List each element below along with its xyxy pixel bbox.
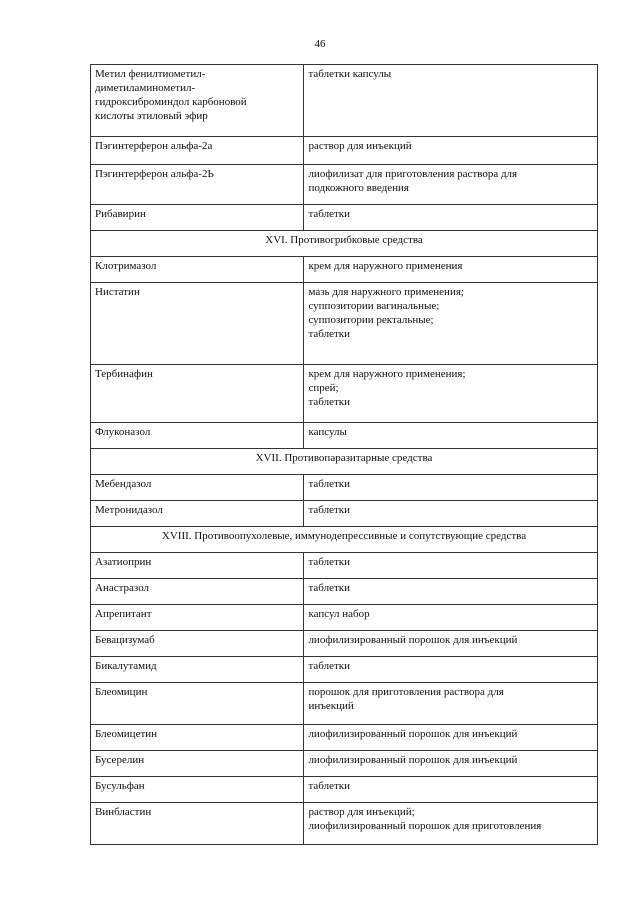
drug-name-line: Блеомицин [95,686,148,698]
dosage-form-line: раствор для инъекций [308,140,412,152]
dosage-form-cell [304,423,598,449]
dosage-form-cell [304,751,598,777]
drug-name-cell [91,423,304,449]
table-row [91,803,598,845]
drug-name-line: Тербинафин [95,368,153,380]
drug-name-cell [91,257,304,283]
drug-name-cell [91,165,304,205]
dosage-form-cell [304,657,598,683]
drug-name-cell [91,683,304,725]
drug-name-cell [91,605,304,631]
dosage-form-cell [304,803,598,845]
drug-name-cell [91,365,304,423]
dosage-form-cell [304,777,598,803]
table-row [91,683,598,725]
drug-name-line: Анастразол [95,582,150,594]
dosage-form-line: спрей; [308,382,339,394]
drug-name-line: Пэгинтерферон альфа-2Ь [95,168,214,180]
drug-name-line: кислоты этиловый эфир [95,110,208,122]
dosage-form-line: порошок для приготовления раствора для [308,686,504,698]
section-header-row [91,449,598,475]
table-row [91,165,598,205]
table-row [91,475,598,501]
dosage-form-cell [304,257,598,283]
dosage-form-line: раствор для инъекций; [308,806,415,818]
dosage-form-line: лиофилизат для приготовления раствора для [308,168,518,180]
drug-table [90,64,598,845]
dosage-form-line: крем для наружного применения; [308,368,466,380]
drug-name-line: Бусульфан [95,780,145,792]
drug-name-cell [91,725,304,751]
section-title: XVI. Противогрибковые средства [91,231,598,257]
drug-name-line: Клотримазол [95,260,157,272]
dosage-form-line: таблетки [308,208,350,220]
table-row [91,501,598,527]
table-row [91,423,598,449]
dosage-form-line: таблетки капсулы [308,68,392,80]
section-header-row [91,231,598,257]
dosage-form-cell [304,65,598,137]
drug-name-cell [91,631,304,657]
drug-name-line: гидроксиброминдол карбоновой [95,96,247,108]
dosage-form-line: лиофилизированный порошок для инъекций [308,728,518,740]
dosage-form-line: суппозитории вагинальные; [308,300,440,312]
dosage-form-cell [304,475,598,501]
table-body [91,65,598,845]
drug-name-cell [91,475,304,501]
dosage-form-cell [304,283,598,365]
section-header-row [91,527,598,553]
section-title: XVIII. Противоопухолевые, иммунодепрессивные и сопутствующие средства [91,527,598,553]
drug-name-line: Бикалутамид [95,660,157,672]
drug-name-line: диметиламинометил- [95,82,196,94]
dosage-form-line: крем для наружного применения [308,260,463,272]
drug-name-line: Винбластин [95,806,152,818]
drug-name-cell [91,205,304,231]
dosage-form-line: таблетки [308,504,350,516]
table-row [91,257,598,283]
dosage-form-cell [304,365,598,423]
drug-name-cell [91,751,304,777]
table-row [91,365,598,423]
drug-name-line: Метил фенилтиометил- [95,68,206,80]
drug-name-line: Бевацизумаб [95,634,155,646]
table-row [91,657,598,683]
table-row [91,205,598,231]
table-row [91,751,598,777]
page-number: 46 [314,38,326,50]
dosage-form-line: подкожного введения [308,182,409,194]
table-row [91,579,598,605]
table-row [91,631,598,657]
drug-name-line: Рибавирин [95,208,146,220]
dosage-form-cell [304,579,598,605]
drug-name-cell [91,777,304,803]
dosage-form-line: таблетки [308,660,350,672]
drug-name-cell [91,65,304,137]
dosage-form-cell [304,137,598,165]
drug-name-line: Нистатин [95,286,140,298]
dosage-form-line: мазь для наружного применения; [308,286,464,298]
dosage-form-line: таблетки [308,556,350,568]
table-row [91,553,598,579]
dosage-form-line: таблетки [308,780,350,792]
dosage-form-cell [304,553,598,579]
table-row [91,137,598,165]
dosage-form-line: инъекций [308,700,354,712]
table-row [91,605,598,631]
table-row [91,725,598,751]
drug-name-line: Флуконазол [95,426,151,438]
drug-name-line: Азатиоприн [95,556,152,568]
dosage-form-cell [304,725,598,751]
dosage-form-cell [304,501,598,527]
drug-name-cell [91,657,304,683]
drug-name-cell [91,501,304,527]
table-row [91,65,598,137]
table-row [91,777,598,803]
dosage-form-cell [304,165,598,205]
drug-name-line: Мебендазол [95,478,152,490]
drug-name-line: Пэгинтерферон альфа-2а [95,140,213,152]
dosage-form-line: лиофилизированный порошок для приготовления [308,820,542,832]
dosage-form-cell [304,631,598,657]
dosage-form-line: лиофилизированный порошок для инъекций [308,634,518,646]
dosage-form-line: таблетки [308,396,350,408]
section-title: XVII. Противопаразитарные средства [91,449,598,475]
drug-name-cell [91,137,304,165]
dosage-form-cell [304,605,598,631]
dosage-form-cell [304,205,598,231]
dosage-form-line: таблетки [308,328,350,340]
dosage-form-line: таблетки [308,582,350,594]
table-row [91,283,598,365]
drug-name-line: Блеомицетин [95,728,158,740]
dosage-form-line: суппозитории ректальные; [308,314,434,326]
drug-name-line: Бусерелин [95,754,145,766]
dosage-form-line: лиофилизированный порошок для инъекций [308,754,518,766]
drug-name-cell [91,283,304,365]
drug-name-line: Метронидазол [95,504,163,516]
dosage-form-line: капсулы [308,426,347,438]
drug-name-cell [91,553,304,579]
dosage-form-cell [304,683,598,725]
drug-name-cell [91,579,304,605]
dosage-form-line: таблетки [308,478,350,490]
drug-name-line: Апрепитант [95,608,152,620]
drug-name-cell [91,803,304,845]
dosage-form-line: капсул набор [308,608,370,620]
